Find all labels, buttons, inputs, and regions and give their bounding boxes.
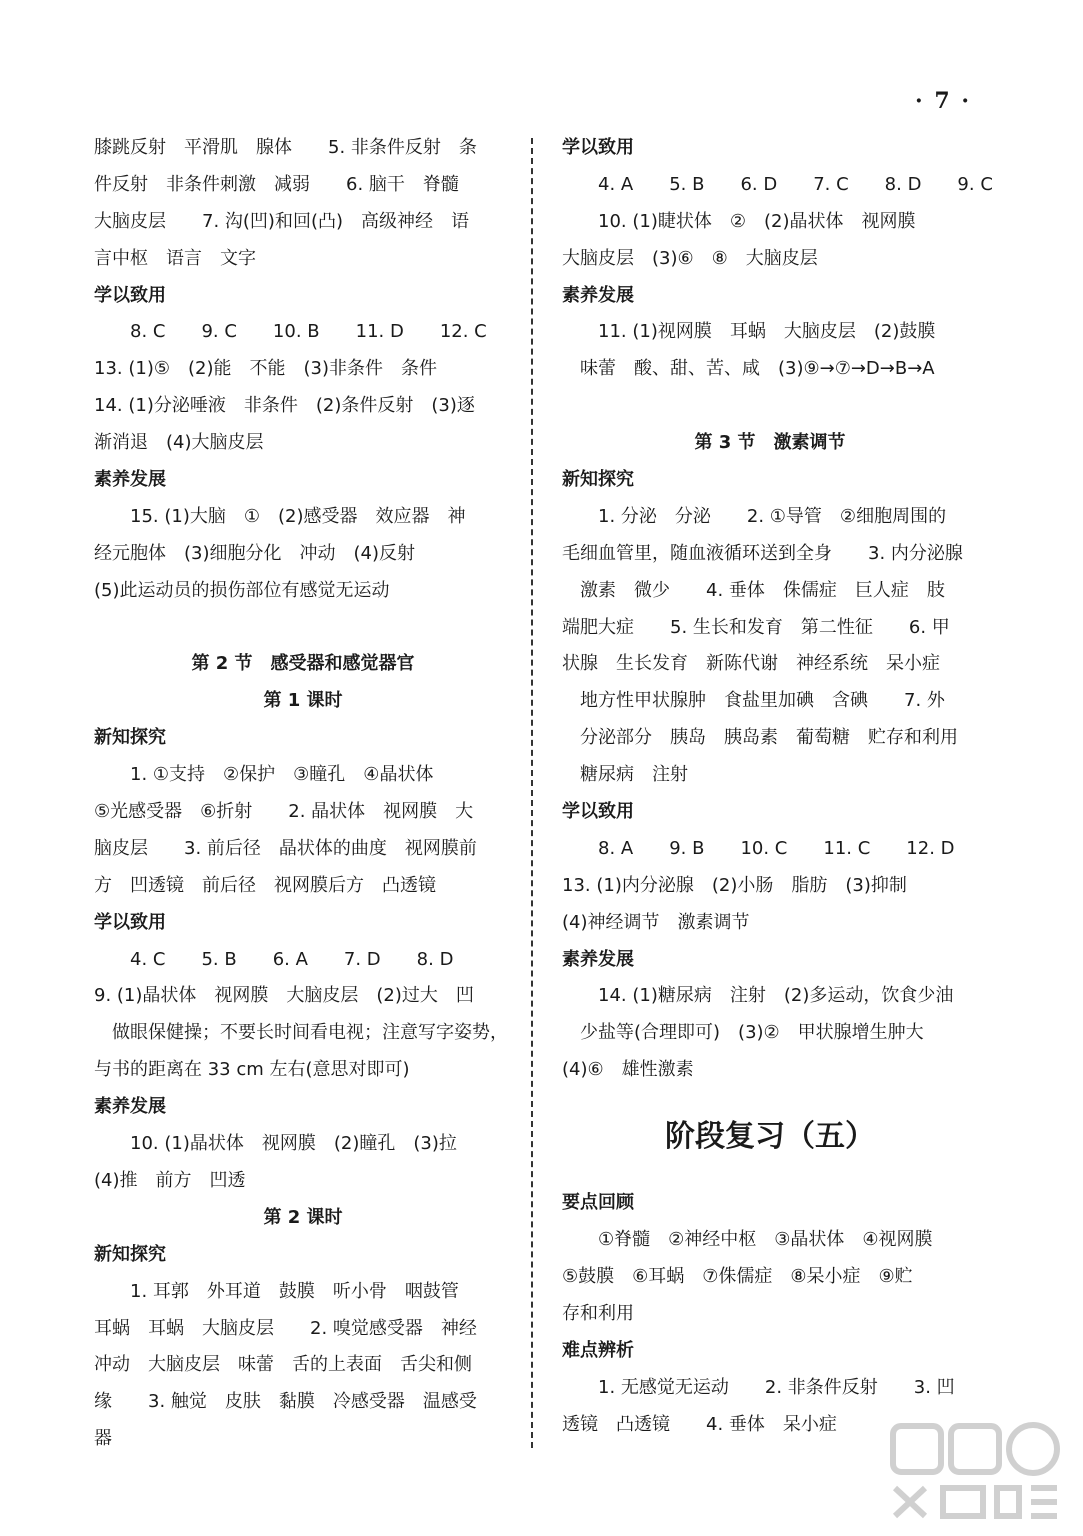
text-line: 1. 分泌 分泌 2. ①导管 ②细胞周围的 [598,505,947,527]
text-line: ①脊髓 ②神经中枢 ③晶状体 ④视网膜 [598,1229,933,1251]
lesson-title: 第 1 课时 [263,690,343,712]
section-heading: 难点辨析 [562,1339,634,1361]
text-line: 15. (1)大脑 ① (2)感受器 效应器 神 [130,505,466,527]
text-line: ⑤鼓膜 ⑥耳蜗 ⑦侏儒症 ⑧呆小症 ⑨贮 [562,1265,913,1287]
text-line: 存和利用 [562,1302,634,1324]
text-line: 大脑皮层 (3)⑥ ⑧ 大脑皮层 [562,247,818,269]
section-heading: 素养发展 [94,469,166,491]
text-line: 少盐等(合理即可) (3)② 甲状腺增生肿大 [580,1022,924,1044]
text-line: (4)神经调节 激素调节 [562,911,750,933]
text-line: 10. (1)睫状体 ② (2)晶状体 视网膜 [598,210,916,232]
text-line: ⑤光感受器 ⑥折射 2. 晶状体 视网膜 大 [94,801,474,823]
section-title: 第 3 节 激素调节 [694,432,846,454]
text-line: 分泌部分 胰岛 胰岛素 葡萄糖 贮存和利用 [580,727,958,749]
section-heading: 素养发展 [94,1096,166,1118]
text-line: 14. (1)糖尿病 注射 (2)多运动，饮食少油 [598,985,954,1007]
text-line: 脑皮层 3. 前后径 晶状体的曲度 视网膜前 [94,837,477,859]
text-line: 13. (1)⑤ (2)能 不能 (3)非条件 条件 [94,358,437,380]
section-heading: 新知探究 [562,469,634,491]
section-heading: 学以致用 [562,137,634,158]
section-heading: 学以致用 [562,801,634,823]
text-line: 与书的距离在 33 cm 左右(意思对即可) [94,1059,410,1081]
text-line: 膝跳反射 平滑肌 腺体 5. 非条件反射 条 [94,137,477,158]
text-line: 14. (1)分泌唾液 非条件 (2)条件反射 (3)逐 [94,395,475,417]
text-line: 10. (1)晶状体 视网膜 (2)瞳孔 (3)拉 [130,1133,457,1155]
text-line: 1. 耳郭 外耳道 鼓膜 听小骨 咽鼓管 [130,1280,459,1302]
section-heading: 新知探究 [94,727,166,749]
watermark-logo-icon [885,1416,1065,1526]
text-line: 毛细血管里，随血液循环送到全身 3. 内分泌腺 [562,542,963,564]
text-line: 透镜 凸透镜 4. 垂体 呆小症 [562,1413,837,1435]
section-heading: 素养发展 [562,284,634,306]
text-line: 8. A 9. B 10. C 11. C 12. D [598,837,955,859]
text-line: 做眼保健操；不要长时间看电视；注意写字姿势， [112,1022,508,1044]
text-line: 耳蜗 耳蜗 大脑皮层 2. 嗅觉感受器 神经 [94,1317,477,1339]
section-heading: 素养发展 [562,948,634,970]
text-line: 经元胞体 (3)细胞分化 冲动 (4)反射 [94,542,415,564]
section-title: 第 2 节 感受器和感觉器官 [191,653,415,675]
text-line: 味蕾 酸、甜、苦、咸 (3)⑨→⑦→D→B→A [580,358,935,380]
text-line: 1. 无感觉无运动 2. 非条件反射 3. 凹 [598,1376,955,1398]
text-line: 冲动 大脑皮层 味蕾 舌的上表面 舌尖和侧 [94,1354,472,1376]
text-line: 11. (1)视网膜 耳蜗 大脑皮层 (2)鼓膜 [598,321,936,343]
page-number: · 7 · [915,88,971,114]
section-heading: 要点回顾 [562,1192,634,1214]
right-column [562,130,993,1443]
text-line: 8. C 9. C 10. B 11. D 12. C [130,321,487,343]
text-line: 器 [94,1428,112,1450]
section-heading: 新知探究 [94,1243,166,1265]
text-line: 9. (1)晶状体 视网膜 大脑皮层 (2)过大 凹 [94,985,474,1007]
text-line: 13. (1)内分泌腺 (2)小肠 脂肪 (3)抑制 [562,874,907,896]
section-heading: 学以致用 [94,911,166,933]
text-line: (4)⑥ 雄性激素 [562,1059,694,1081]
text-line: 言中枢 语言 文字 [94,247,256,269]
text-line: 方 凹透镜 前后径 视网膜后方 凸透镜 [94,874,436,896]
section-heading: 学以致用 [94,284,166,306]
text-line: 端肥大症 5. 生长和发育 第二性征 6. 甲 [562,616,950,638]
column-divider [531,138,533,1448]
text-line: 地方性甲状腺肿 食盐里加碘 含碘 7. 外 [580,690,945,712]
review-title: 阶段复习（五） [665,1119,875,1155]
text-line: (4)推 前方 凹透 [94,1169,246,1191]
text-line: 渐消退 (4)大脑皮层 [94,432,264,454]
text-line: 4. A 5. B 6. D 7. C 8. D 9. C [598,173,993,195]
text-line: 状腺 生长发育 新陈代谢 神经系统 呆小症 [562,653,940,675]
text-line: 大脑皮层 7. 沟(凹)和回(凸) 高级神经 语 [94,210,469,232]
left-column [94,130,512,1458]
text-line: 件反射 非条件刺激 减弱 6. 脑干 脊髓 [94,173,459,195]
lesson-title: 第 2 课时 [263,1206,343,1228]
text-line: 1. ①支持 ②保护 ③瞳孔 ④晶状体 [130,764,434,786]
text-line: (5)此运动员的损伤部位有感觉无运动 [94,579,390,601]
text-line: 4. C 5. B 6. A 7. D 8. D [130,948,454,970]
text-line: 糖尿病 注射 [580,764,688,786]
text-line: 缘 3. 触觉 皮肤 黏膜 冷感受器 温感受 [94,1391,477,1413]
text-line: 激素 微少 4. 垂体 侏儒症 巨人症 肢 [580,579,945,601]
